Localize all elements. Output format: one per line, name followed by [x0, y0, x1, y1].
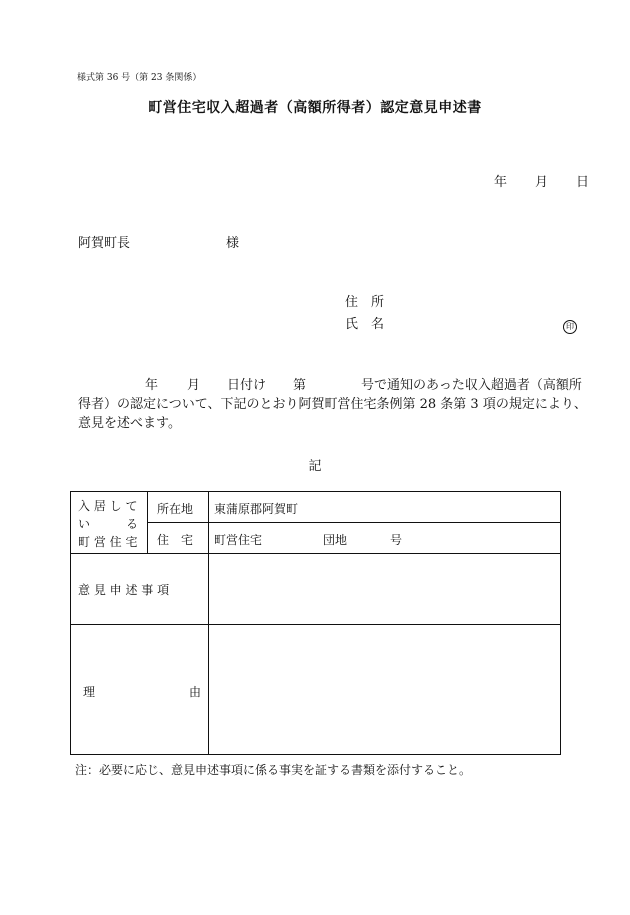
body-line2: 得者）の認定について、下記のとおり阿賀町営住宅条例第 28 条第 3 項の規定により、: [78, 397, 587, 412]
row-divider-opinion: [71, 624, 561, 625]
body-line1-month: 月: [187, 378, 201, 393]
body-line1-dai: 第: [293, 378, 307, 393]
reason-label-right: 由: [189, 685, 202, 699]
row-divider-location: [147, 522, 561, 523]
body-line1-tail: 号で通知のあった収入超過者（高額所: [361, 378, 582, 393]
footnote: 注：必要に応じ、意見申述事項に係る事実を証する書類を添付すること。: [75, 763, 472, 777]
date-day-label: 日: [576, 175, 590, 190]
location-value: 東蒲原郡阿賀町: [214, 502, 299, 516]
seal-mark: [563, 314, 577, 334]
residence-value-housing: 町営住宅: [214, 533, 263, 547]
seal-icon: 印: [563, 320, 577, 334]
location-label: 所在地: [157, 502, 194, 516]
residence-value-danchi: 団地: [323, 533, 348, 547]
ki-heading: 記: [308, 459, 322, 474]
opinion-label: 意 見 申 述 事 項: [78, 583, 170, 597]
col-divider-value: [208, 492, 209, 755]
date-year-label: 年: [494, 175, 508, 190]
body-line1-date: 日付け: [227, 378, 267, 393]
reason-label-left: 理: [83, 685, 96, 699]
addressee-honorific: 様: [226, 236, 240, 251]
form-number: 様式第 36 号（第 23 条関係）: [77, 73, 202, 83]
residence-label: 住 宅: [157, 533, 194, 547]
date-month-label: 月: [535, 175, 549, 190]
opinion-table: [70, 491, 561, 755]
residence-value-number: 号: [390, 533, 403, 547]
page-title: 町営住宅収入超過者（高額所得者）認定意見申述書: [148, 100, 482, 116]
housing-header-line3: 町 営 住 宅: [78, 535, 138, 549]
applicant-name-label: 氏 名: [345, 317, 385, 332]
body-line1-year: 年: [145, 378, 159, 393]
row-divider-housing: [71, 553, 561, 554]
applicant-address-label: 住 所: [345, 295, 385, 310]
housing-header-line2: い る: [78, 517, 139, 531]
body-line3: 意見を述べます。: [78, 416, 181, 431]
addressee-name: 阿賀町長: [78, 236, 131, 251]
col-divider-housing: [147, 492, 148, 553]
housing-header-line1: 入 居 し て: [78, 499, 138, 513]
